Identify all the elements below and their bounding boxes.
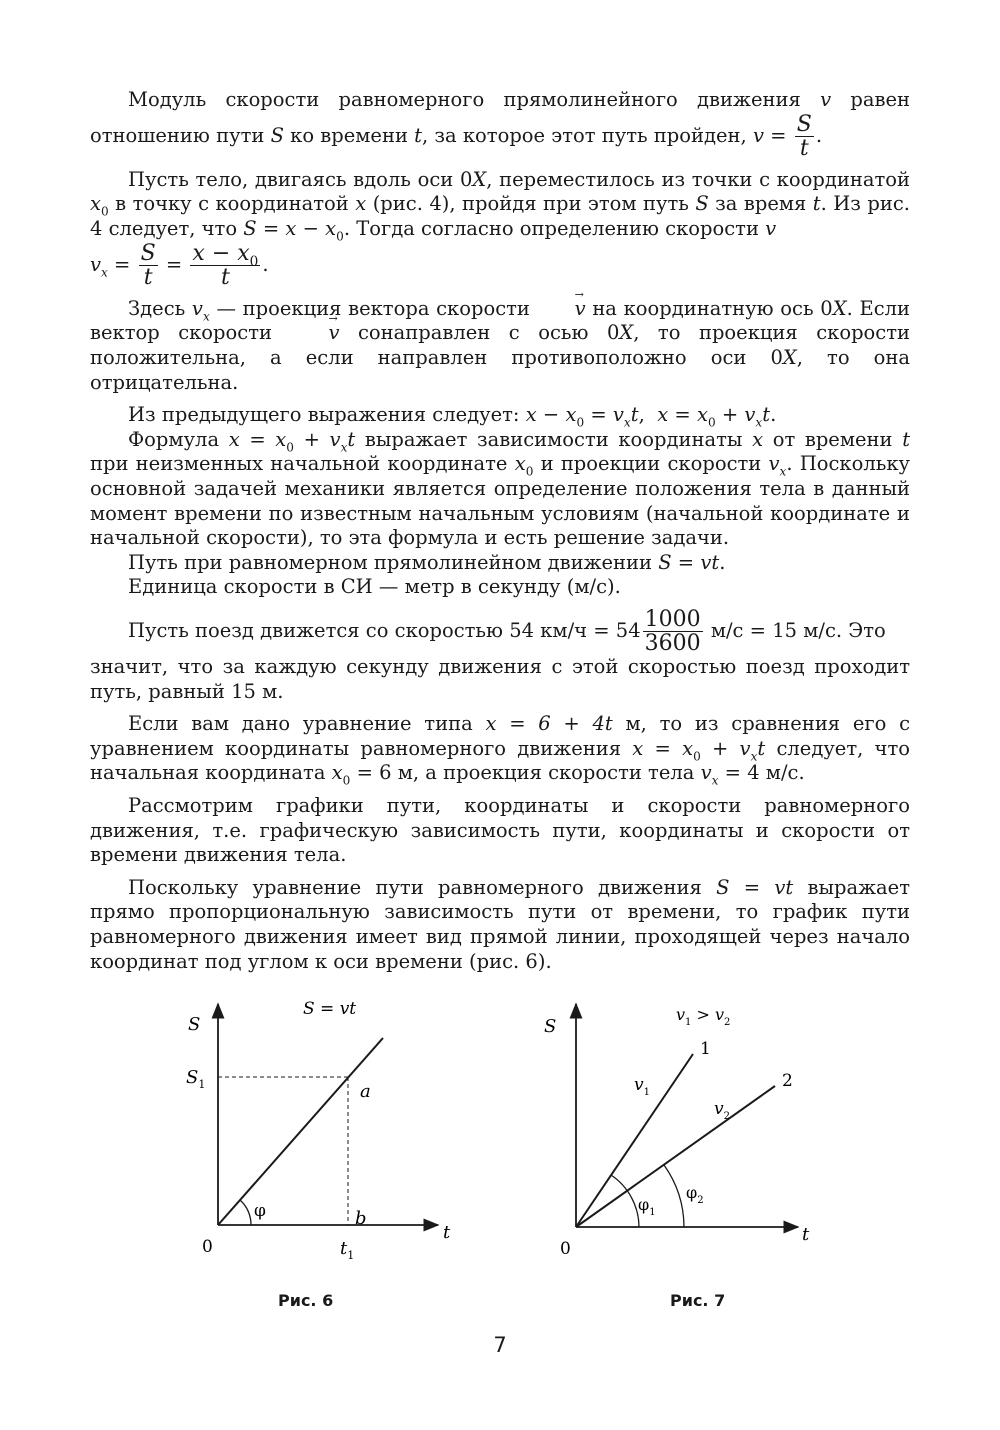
figure-7 bbox=[530, 990, 830, 1270]
paragraph-from-previous: Из предыдущего выражения следует: $x - x_0 = v_xt$, $x = x_0 + v_xt$. bbox=[128, 403, 777, 430]
s1-label: $S_1$ bbox=[186, 1067, 206, 1091]
caption-fig7: Рис. 7 bbox=[670, 1291, 726, 1310]
paragraph-displacement: Пусть тело, двигаясь вдоль оси 0X, переместилось из точки с координатой $x_0$ в точку с координатой x (рис. 4), пройдя при этом путь S за время t. Из рис. 4 следует, что $S = x - x_0$. Тогда согласно определению скорости v bbox=[90, 167, 910, 244]
main-text bbox=[90, 88, 910, 982]
fraction: $\frac{S}{t}$ bbox=[796, 111, 812, 161]
y-axis-label: S bbox=[188, 1014, 201, 1035]
text: , за которое этот путь пройден, bbox=[422, 123, 747, 147]
v1-label: $v_1$ bbox=[634, 1075, 650, 1098]
x-axis-label: t bbox=[443, 1222, 451, 1243]
line-2-label: 2 bbox=[782, 1071, 793, 1091]
t1-label: $t_1$ bbox=[340, 1238, 355, 1262]
point-a-label: a bbox=[360, 1081, 371, 1102]
paragraph-example: Если вам дано уравнение типа x = 6 + 4t м, то из сравнения его с уравнением координаты равномерного движения $x = x_0 + v_xt$ следует, что начальная координата $x_0 = 6$ м, а проекция скорости тела $v_x = 4$ м/с. bbox=[90, 712, 911, 788]
graph-title: $v_1 > v_2$ bbox=[676, 1005, 731, 1028]
page-number: 7 bbox=[493, 1333, 507, 1357]
formula: v = bbox=[752, 123, 787, 147]
point-b-label: b bbox=[355, 1208, 367, 1229]
figure-6 bbox=[170, 990, 470, 1270]
paragraph-projection: Здесь $v_x$ — проекция вектора скорости → v на координатную ось 0X. Если вектор скорости → v сонаправлен с осью 0X, то проекция скорости положительна, а если направлен противоположно оси 0X, то она отрицательна. bbox=[90, 297, 910, 395]
origin-label: 0 bbox=[202, 1237, 213, 1257]
line-1-label: 1 bbox=[700, 1039, 711, 1059]
caption-fig6: Рис. 6 bbox=[278, 1291, 334, 1310]
angle-arc-2 bbox=[664, 1165, 684, 1227]
paragraph-train: Пусть поезд движется со скоростью 54 км/ч = 54 $\frac{1000}{3600}$ м/с = 15 м/с. Это bbox=[128, 606, 886, 656]
line-2 bbox=[576, 1086, 775, 1227]
path-line bbox=[218, 1038, 383, 1225]
origin-label: 0 bbox=[560, 1239, 571, 1259]
x-axis-label: t bbox=[802, 1224, 810, 1245]
paragraph-graphs: Рассмотрим графики пути, координаты и скорости равномерного движения, т.е. графическую зависимость пути, координаты и скорости от времени движения тела. bbox=[90, 794, 910, 867]
phi2-label: $\varphi_2$ bbox=[686, 1183, 704, 1206]
text: равен отношению пути bbox=[90, 88, 911, 147]
paragraph-path-graph: Поскольку уравнение пути равномерного движения S = vt выражает прямо пропорциональную зависимость пути от времени, то график пути равномерного движения имеет вид прямой линии, проходящей через начало координат под углом к оси времени (рис. 6). bbox=[90, 875, 910, 973]
paragraph-train-cont: значит, что за каждую секунду движения с этой скоростью поезд проходит путь, равный 15 м. bbox=[90, 655, 910, 703]
var: v bbox=[820, 88, 832, 111]
paragraph-path: Путь при равномерном прямолинейном движении S = vt. bbox=[128, 550, 726, 574]
paragraph-si-unit: Единица скорости в СИ — метр в секунду (м/с). bbox=[128, 575, 621, 599]
paragraph-formula: Формула $x = x_0 + v_xt$ выражает зависимости координаты x от времени t при неизменных начальной координате $x_0$ и проекции скорости $v_x$. Поскольку основной задачей механики является определение положения тела в данный момент времени по известным начальным условиям (начальной координате и начальной скорости), то эта формула и есть решение задачи. bbox=[90, 427, 911, 550]
angle-arc-1 bbox=[611, 1175, 639, 1227]
equation-vx: $v_x$ = $\frac{S}{t}$ = $\frac{x - x_0}{t}$ . bbox=[90, 240, 269, 290]
paragraph-speed-modulus: Модуль скорости равномерного прямолинейного движения v равен отношению пути S ко времени t, за которое этот путь пройден, v = $\frac{S}{t}$ . bbox=[90, 88, 911, 161]
y-axis-label: S bbox=[544, 1016, 557, 1037]
angle-label: φ bbox=[254, 1201, 266, 1221]
text: ко времени bbox=[290, 123, 408, 147]
text: Модуль скорости равномерного прямолинейного движения bbox=[128, 88, 801, 111]
graph-title: S = vt bbox=[303, 999, 357, 1019]
phi1-label: $\varphi_1$ bbox=[638, 1195, 656, 1218]
v2-label: $v_2$ bbox=[714, 1099, 730, 1122]
angle-arc bbox=[240, 1200, 251, 1225]
